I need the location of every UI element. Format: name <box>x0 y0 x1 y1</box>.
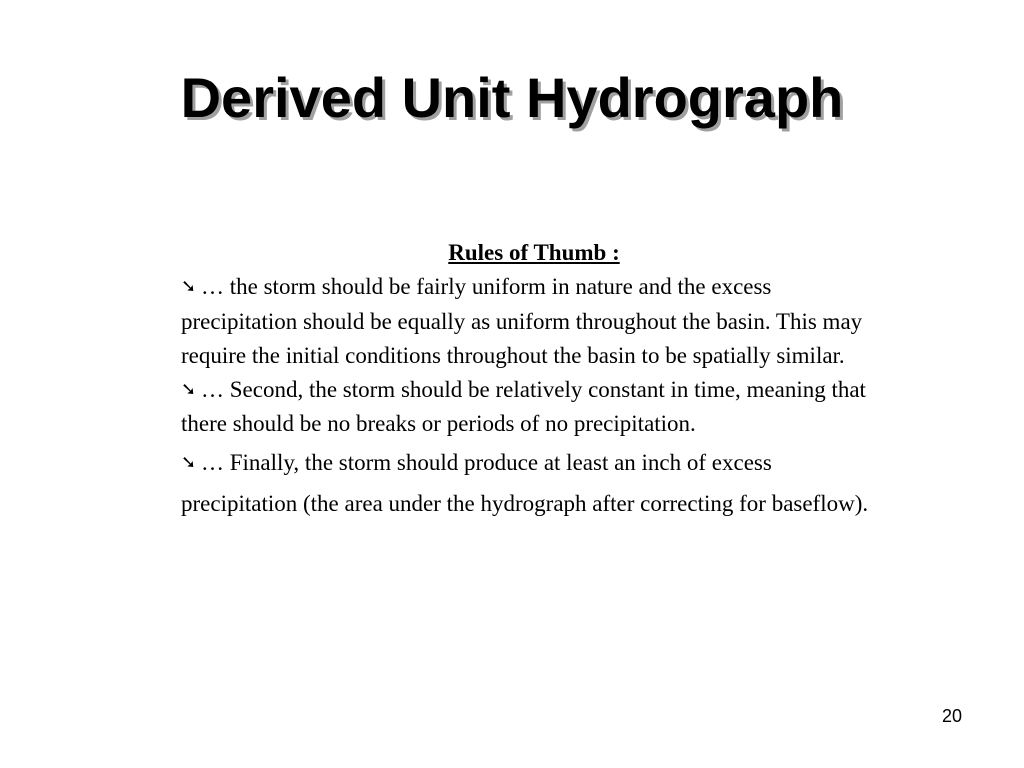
slide-title: Derived Unit Hydrograph <box>180 66 844 129</box>
south-east-arrow-icon: ➘ <box>181 451 197 473</box>
bullet-item-uniform-storm <box>181 270 881 373</box>
bullet-text: … Finally, the storm should produce at least an inch of excess precipitation (the area under the hydrograph after correcting for baseflow). <box>181 449 869 516</box>
bullet-text: … Second, the storm should be relatively constant in time, meaning that there should be no breaks or periods of no precipitation. <box>181 377 866 437</box>
south-east-arrow-icon: ➘ <box>181 276 197 298</box>
south-east-arrow-icon: ➘ <box>181 379 197 401</box>
bullet-text: … the storm should be fairly uniform in nature and the excess precipitation should be equally as uniform throughout the basin. This may require the initial conditions throughout the basin to be spatially similar. <box>181 274 863 368</box>
page-number: 20 <box>941 706 962 726</box>
section-heading: Rules of Thumb : <box>448 240 620 265</box>
bullet-item-constant-in-time <box>181 373 881 442</box>
bullet-item-inch-of-excess <box>181 442 881 524</box>
rules-of-thumb-block <box>181 236 881 524</box>
